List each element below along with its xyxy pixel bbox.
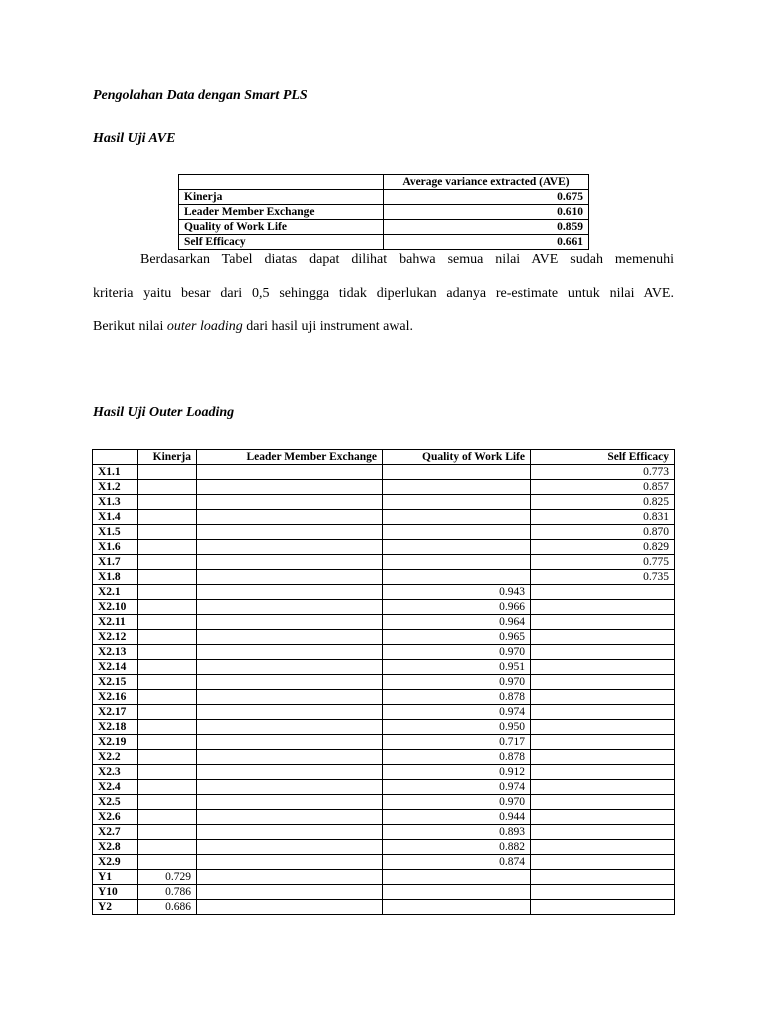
loading-value-cell xyxy=(138,555,197,570)
loading-value-cell xyxy=(197,585,383,600)
loading-value-cell: 0.686 xyxy=(138,900,197,915)
outer-header-cell: Kinerja xyxy=(138,450,197,465)
loading-value-cell xyxy=(531,795,675,810)
ave-row-value: 0.859 xyxy=(384,220,589,235)
loading-value-cell xyxy=(197,645,383,660)
table-row xyxy=(93,510,675,525)
loading-value-cell: 0.878 xyxy=(383,750,531,765)
loading-value-cell: 0.944 xyxy=(383,810,531,825)
loading-value-cell xyxy=(197,540,383,555)
loading-value-cell xyxy=(531,750,675,765)
loading-value-cell: 0.950 xyxy=(383,720,531,735)
loading-value-cell xyxy=(197,510,383,525)
loading-value-cell xyxy=(138,795,197,810)
indicator-cell: X1.2 xyxy=(93,480,138,495)
loading-value-cell xyxy=(197,735,383,750)
loading-value-cell xyxy=(383,555,531,570)
table-row xyxy=(93,465,675,480)
loading-value-cell xyxy=(531,675,675,690)
loading-value-cell xyxy=(138,495,197,510)
ave-row xyxy=(179,205,589,220)
loading-value-cell xyxy=(138,660,197,675)
loading-value-cell xyxy=(531,630,675,645)
table-row xyxy=(93,585,675,600)
indicator-cell: Y1 xyxy=(93,870,138,885)
loading-value-cell: 0.831 xyxy=(531,510,675,525)
loading-value-cell xyxy=(383,900,531,915)
indicator-cell: X2.6 xyxy=(93,810,138,825)
loading-value-cell xyxy=(138,735,197,750)
table-row xyxy=(93,795,675,810)
loading-value-cell xyxy=(197,810,383,825)
table-row xyxy=(93,540,675,555)
loading-value-cell xyxy=(383,480,531,495)
loading-value-cell xyxy=(531,720,675,735)
loading-value-cell xyxy=(531,780,675,795)
loading-value-cell xyxy=(138,720,197,735)
indicator-cell: X1.8 xyxy=(93,570,138,585)
loading-value-cell: 0.893 xyxy=(383,825,531,840)
paragraph-line-2: kriteria yaitu besar dari 0,5 sehingga tidak diperlukan adanya re-estimate untuk nilai AVE. xyxy=(93,286,674,301)
loading-value-cell xyxy=(531,765,675,780)
indicator-cell: Y2 xyxy=(93,900,138,915)
table-row xyxy=(93,660,675,675)
loading-value-cell xyxy=(531,870,675,885)
table-row xyxy=(93,495,675,510)
loading-value-cell: 0.951 xyxy=(383,660,531,675)
table-row xyxy=(93,750,675,765)
ave-row xyxy=(179,190,589,205)
loading-value-cell: 0.966 xyxy=(383,600,531,615)
paragraph-line-3 xyxy=(93,319,674,335)
table-row xyxy=(93,555,675,570)
loading-value-cell: 0.870 xyxy=(531,525,675,540)
loading-value-cell xyxy=(383,510,531,525)
loading-value-cell xyxy=(383,870,531,885)
loading-value-cell xyxy=(197,765,383,780)
indicator-cell: X1.5 xyxy=(93,525,138,540)
loading-value-cell xyxy=(383,540,531,555)
loading-value-cell xyxy=(138,675,197,690)
loading-value-cell xyxy=(197,705,383,720)
loading-value-cell: 0.970 xyxy=(383,645,531,660)
table-row xyxy=(93,855,675,870)
table-row xyxy=(93,690,675,705)
loading-value-cell xyxy=(531,585,675,600)
ave-header-label: Average variance extracted (AVE) xyxy=(384,175,589,190)
ave-row xyxy=(179,235,589,250)
loading-value-cell: 0.773 xyxy=(531,465,675,480)
loading-value-cell xyxy=(531,840,675,855)
loading-value-cell xyxy=(138,840,197,855)
loading-value-cell: 0.729 xyxy=(138,870,197,885)
indicator-cell: X2.12 xyxy=(93,630,138,645)
outer-header-cell: Leader Member Exchange xyxy=(197,450,383,465)
loading-value-cell xyxy=(138,855,197,870)
loading-value-cell xyxy=(138,525,197,540)
loading-value-cell xyxy=(138,510,197,525)
loading-value-cell: 0.829 xyxy=(531,540,675,555)
ave-header-row xyxy=(179,175,589,190)
loading-value-cell xyxy=(531,885,675,900)
loading-value-cell xyxy=(197,615,383,630)
loading-value-cell xyxy=(138,645,197,660)
indicator-cell: X2.8 xyxy=(93,840,138,855)
loading-value-cell: 0.735 xyxy=(531,570,675,585)
loading-value-cell xyxy=(138,570,197,585)
loading-value-cell: 0.970 xyxy=(383,675,531,690)
loading-value-cell xyxy=(197,795,383,810)
loading-value-cell xyxy=(197,630,383,645)
table-row xyxy=(93,525,675,540)
indicator-cell: X2.4 xyxy=(93,780,138,795)
loading-value-cell xyxy=(197,885,383,900)
loading-value-cell xyxy=(531,645,675,660)
loading-value-cell xyxy=(197,900,383,915)
indicator-cell: X2.19 xyxy=(93,735,138,750)
loading-value-cell xyxy=(138,465,197,480)
loading-value-cell xyxy=(138,615,197,630)
loading-value-cell: 0.775 xyxy=(531,555,675,570)
loading-value-cell: 0.964 xyxy=(383,615,531,630)
indicator-cell: X2.14 xyxy=(93,660,138,675)
loading-value-cell: 0.878 xyxy=(383,690,531,705)
loading-value-cell xyxy=(531,735,675,750)
heading-processing: Pengolahan Data dengan Smart PLS xyxy=(93,88,308,103)
loading-value-cell xyxy=(138,780,197,795)
table-row xyxy=(93,720,675,735)
loading-value-cell xyxy=(531,615,675,630)
loading-value-cell xyxy=(531,660,675,675)
loading-value-cell xyxy=(197,600,383,615)
outer-header-cell xyxy=(93,450,138,465)
ave-row-value: 0.675 xyxy=(384,190,589,205)
loading-value-cell xyxy=(531,690,675,705)
loading-value-cell xyxy=(138,585,197,600)
loading-value-cell: 0.882 xyxy=(383,840,531,855)
loading-value-cell xyxy=(138,690,197,705)
loading-value-cell xyxy=(138,540,197,555)
ave-row-label: Self Efficacy xyxy=(179,235,384,250)
loading-value-cell: 0.965 xyxy=(383,630,531,645)
loading-value-cell: 0.943 xyxy=(383,585,531,600)
indicator-cell: X2.10 xyxy=(93,600,138,615)
table-row xyxy=(93,615,675,630)
loading-value-cell: 0.717 xyxy=(383,735,531,750)
indicator-cell: Y10 xyxy=(93,885,138,900)
loading-value-cell: 0.974 xyxy=(383,705,531,720)
indicator-cell: X1.4 xyxy=(93,510,138,525)
loading-value-cell xyxy=(383,465,531,480)
loading-value-cell xyxy=(197,825,383,840)
loading-value-cell xyxy=(138,810,197,825)
loading-value-cell xyxy=(197,690,383,705)
table-row xyxy=(93,780,675,795)
paragraph-line-3-emphasis: outer loading xyxy=(166,319,243,334)
loading-value-cell xyxy=(197,525,383,540)
outer-loading-table xyxy=(92,449,675,915)
loading-value-cell xyxy=(197,570,383,585)
ave-row-label: Quality of Work Life xyxy=(179,220,384,235)
loading-value-cell xyxy=(531,600,675,615)
loading-value-cell xyxy=(197,855,383,870)
ave-table xyxy=(178,174,589,250)
paragraph-line-3-pre: Berikut nilai xyxy=(93,319,167,334)
loading-value-cell xyxy=(197,750,383,765)
indicator-cell: X1.6 xyxy=(93,540,138,555)
loading-value-cell xyxy=(138,630,197,645)
loading-value-cell xyxy=(197,720,383,735)
outer-header-cell: Quality of Work Life xyxy=(383,450,531,465)
ave-header-empty xyxy=(179,175,384,190)
loading-value-cell: 0.825 xyxy=(531,495,675,510)
indicator-cell: X1.3 xyxy=(93,495,138,510)
indicator-cell: X2.1 xyxy=(93,585,138,600)
paragraph-line-3-post: dari hasil uji instrument awal. xyxy=(242,319,414,334)
loading-value-cell xyxy=(383,525,531,540)
table-row xyxy=(93,705,675,720)
table-row xyxy=(93,765,675,780)
loading-value-cell xyxy=(383,495,531,510)
loading-value-cell: 0.974 xyxy=(383,780,531,795)
ave-row-value: 0.661 xyxy=(384,235,589,250)
loading-value-cell: 0.874 xyxy=(383,855,531,870)
indicator-cell: X2.9 xyxy=(93,855,138,870)
loading-value-cell xyxy=(197,495,383,510)
loading-value-cell xyxy=(197,780,383,795)
indicator-cell: X2.16 xyxy=(93,690,138,705)
loading-value-cell xyxy=(531,810,675,825)
indicator-cell: X1.7 xyxy=(93,555,138,570)
indicator-cell: X2.2 xyxy=(93,750,138,765)
indicator-cell: X2.7 xyxy=(93,825,138,840)
outer-header-cell: Self Efficacy xyxy=(531,450,675,465)
indicator-cell: X2.13 xyxy=(93,645,138,660)
loading-value-cell xyxy=(197,555,383,570)
indicator-cell: X2.18 xyxy=(93,720,138,735)
ave-row-label: Leader Member Exchange xyxy=(179,205,384,220)
loading-value-cell xyxy=(383,885,531,900)
loading-value-cell xyxy=(197,660,383,675)
table-row xyxy=(93,630,675,645)
loading-value-cell xyxy=(383,570,531,585)
table-row xyxy=(93,900,675,915)
table-row xyxy=(93,570,675,585)
heading-outer-loading: Hasil Uji Outer Loading xyxy=(93,405,235,420)
loading-value-cell xyxy=(531,855,675,870)
loading-value-cell xyxy=(197,480,383,495)
indicator-cell: X2.5 xyxy=(93,795,138,810)
table-row xyxy=(93,480,675,495)
heading-ave: Hasil Uji AVE xyxy=(93,131,176,146)
table-row xyxy=(93,675,675,690)
outer-loading-header-row xyxy=(93,450,675,465)
ave-row-value: 0.610 xyxy=(384,205,589,220)
loading-value-cell xyxy=(197,465,383,480)
ave-row xyxy=(179,220,589,235)
table-row xyxy=(93,600,675,615)
table-row xyxy=(93,825,675,840)
indicator-cell: X2.17 xyxy=(93,705,138,720)
loading-value-cell: 0.857 xyxy=(531,480,675,495)
table-row xyxy=(93,735,675,750)
loading-value-cell xyxy=(531,900,675,915)
table-row xyxy=(93,645,675,660)
loading-value-cell xyxy=(138,750,197,765)
loading-value-cell: 0.912 xyxy=(383,765,531,780)
loading-value-cell xyxy=(138,600,197,615)
loading-value-cell xyxy=(138,705,197,720)
loading-value-cell xyxy=(138,480,197,495)
loading-value-cell xyxy=(138,765,197,780)
loading-value-cell xyxy=(531,825,675,840)
loading-value-cell xyxy=(197,675,383,690)
indicator-cell: X1.1 xyxy=(93,465,138,480)
loading-value-cell: 0.786 xyxy=(138,885,197,900)
ave-row-label: Kinerja xyxy=(179,190,384,205)
loading-value-cell xyxy=(531,705,675,720)
loading-value-cell xyxy=(138,825,197,840)
table-row xyxy=(93,885,675,900)
indicator-cell: X2.3 xyxy=(93,765,138,780)
table-row xyxy=(93,810,675,825)
indicator-cell: X2.15 xyxy=(93,675,138,690)
table-row xyxy=(93,840,675,855)
paragraph-line-1: Berdasarkan Tabel diatas dapat dilihat bahwa semua nilai AVE sudah memenuhi xyxy=(140,252,674,267)
table-row xyxy=(93,870,675,885)
indicator-cell: X2.11 xyxy=(93,615,138,630)
loading-value-cell: 0.970 xyxy=(383,795,531,810)
loading-value-cell xyxy=(197,870,383,885)
loading-value-cell xyxy=(197,840,383,855)
